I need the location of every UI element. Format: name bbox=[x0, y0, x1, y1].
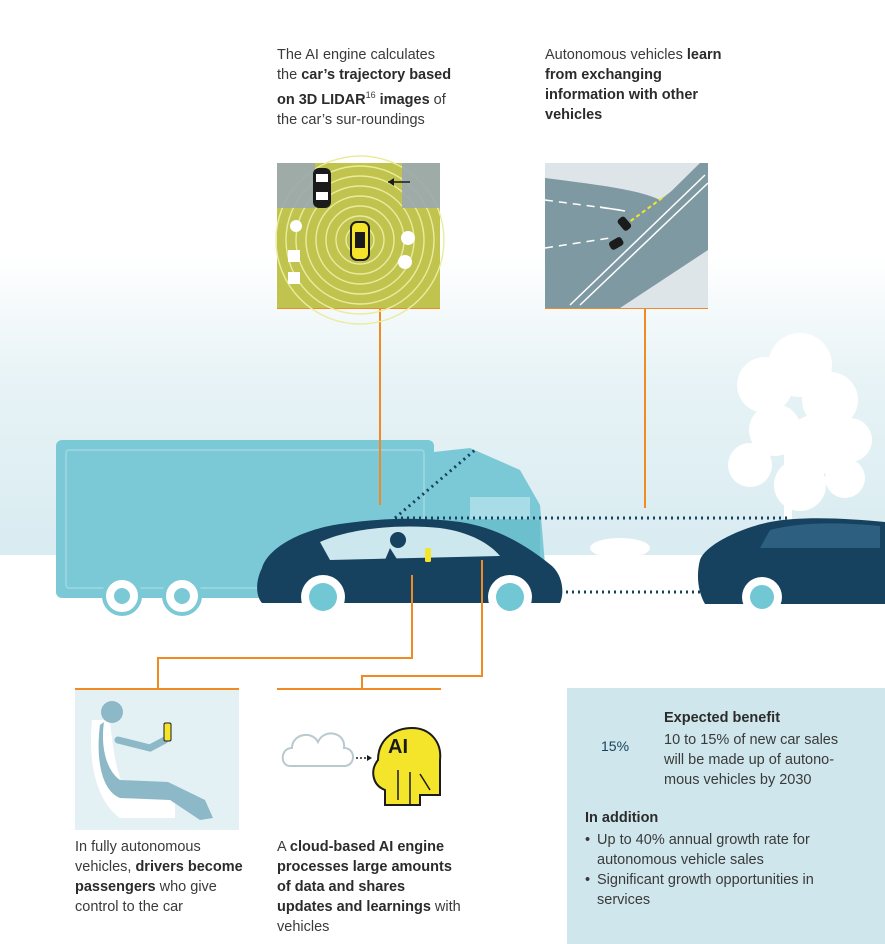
road-intersection-image bbox=[545, 163, 708, 308]
caption-text: A bbox=[277, 839, 290, 855]
caption-text: who give control to the car bbox=[75, 879, 217, 915]
caption-bold-text: drivers become passengers bbox=[75, 859, 243, 895]
caption-text: The AI engine calculates the bbox=[277, 47, 435, 83]
lidar-caption bbox=[277, 45, 452, 130]
expected-benefit-panel bbox=[567, 688, 885, 944]
caption-text: of the car’s sur-roundings bbox=[277, 91, 446, 128]
list-item: • Significant growth opportunities in services bbox=[585, 870, 855, 910]
lidar-map-image bbox=[276, 156, 444, 324]
donut-percent-label: 15% bbox=[601, 738, 630, 754]
v2v-caption bbox=[545, 45, 725, 125]
list-item: • Up to 40% annual growth rate for autonomous vehicle sales bbox=[585, 830, 855, 870]
cloud-ai-image bbox=[277, 690, 441, 830]
caption-text: with vehicles bbox=[277, 899, 461, 935]
reclining-passenger-image bbox=[75, 690, 239, 830]
caption-bold-text: learn from exchanging information with other vehicles bbox=[545, 47, 722, 123]
caption-bold-text: images bbox=[379, 91, 430, 108]
caption-text: In fully autonomous vehicles, bbox=[75, 839, 201, 875]
caption-bold-text: cloud-based AI engine processes large amounts of data and shares updates and learnings bbox=[277, 839, 452, 915]
cloud-caption bbox=[277, 837, 462, 937]
addition-title: In addition bbox=[585, 810, 659, 826]
footnote-marker: 16 bbox=[365, 90, 376, 100]
benefit-title: Expected benefit bbox=[664, 710, 781, 726]
ai-label: AI bbox=[388, 736, 408, 758]
addition-list bbox=[585, 830, 855, 910]
benefit-text: 10 to 15% of new car sales will be made up of autono-mous vehicles by 2030 bbox=[664, 732, 839, 788]
passengers-caption bbox=[75, 837, 245, 917]
caption-text: Autonomous vehicles bbox=[545, 47, 687, 63]
caption-bold-text: car’s trajectory based on 3D LIDAR bbox=[277, 67, 452, 108]
